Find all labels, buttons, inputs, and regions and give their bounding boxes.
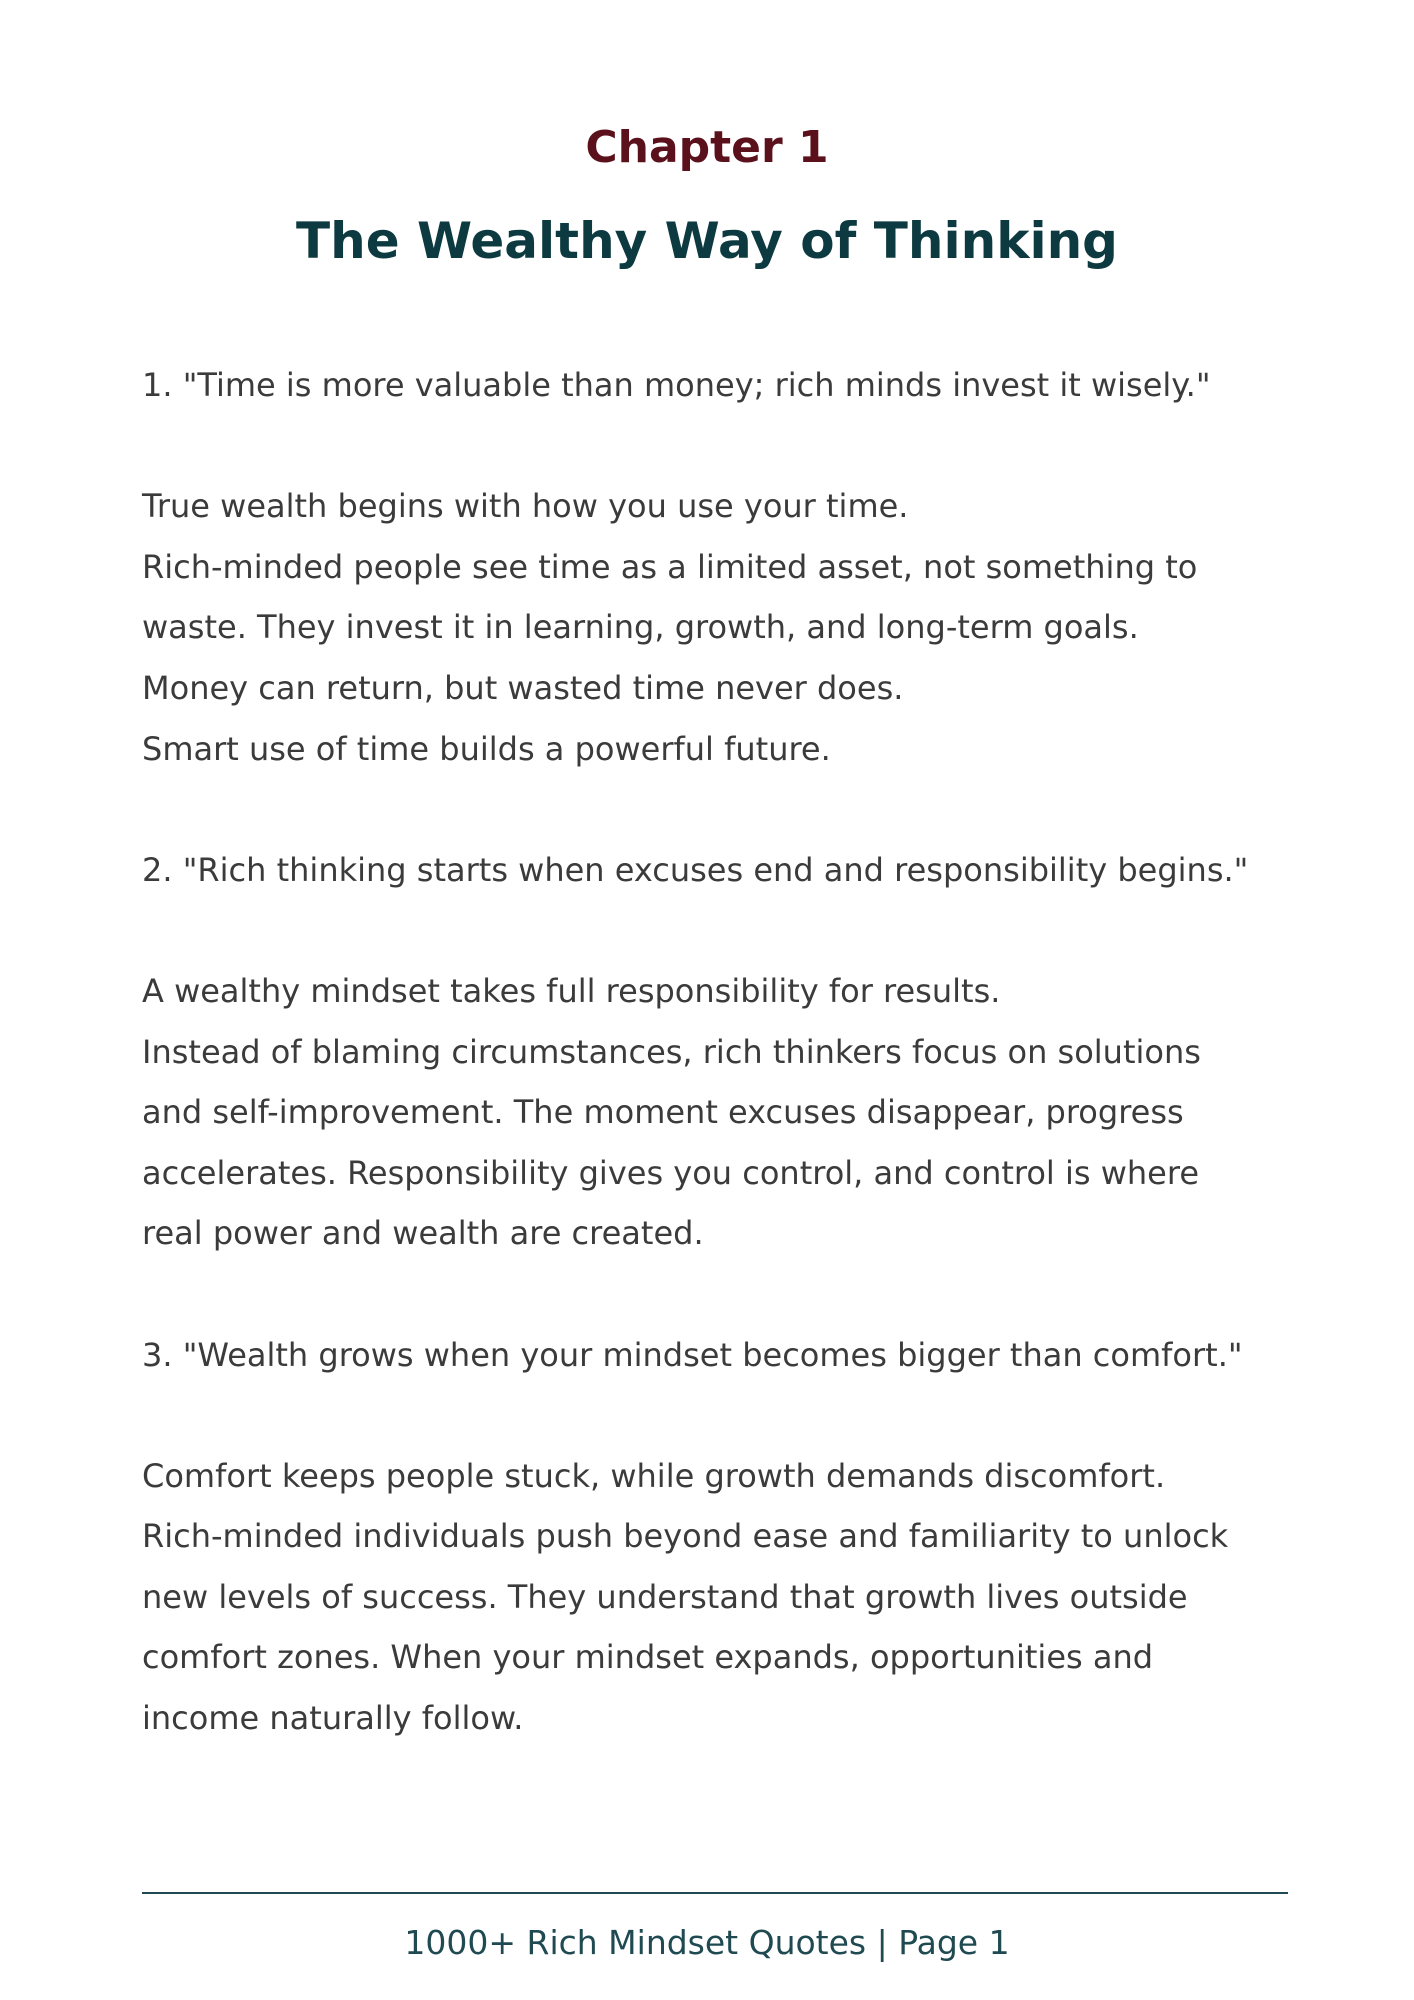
quote-heading: 3. "Wealth grows when your mindset becomes bigger than comfort." (142, 1335, 1243, 1374)
body-line: and self-improvement. The moment excuses disappear, progress (142, 1093, 1184, 1132)
body-line: accelerates. Responsibility gives you control, and control is where (142, 1153, 1199, 1192)
footer-divider (142, 1892, 1288, 1894)
body-line: real power and wealth are created. (142, 1214, 704, 1253)
quote-section (142, 840, 1292, 1264)
body-line: new levels of success. They understand that growth lives outside (142, 1577, 1188, 1616)
body-line: A wealthy mindset takes full responsibility for results. (142, 971, 1001, 1010)
body-line: income naturally follow. (142, 1699, 524, 1738)
body-line: Instead of blaming circumstances, rich thinkers focus on solutions (142, 1032, 1201, 1071)
body-line: comfort zones. When your mindset expands, opportunities and (142, 1638, 1154, 1677)
page-content (142, 355, 1292, 1749)
body-line: Comfort keeps people stuck, while growth demands discomfort. (142, 1456, 1166, 1495)
chapter-title: The Wealthy Way of Thinking (296, 212, 1118, 270)
body-line: waste. They invest it in learning, growth, and long-term goals. (142, 608, 1139, 647)
body-line: Rich-minded people see time as a limited asset, not something to (142, 547, 1198, 586)
chapter-label: Chapter 1 (585, 122, 829, 173)
quote-heading: 1. "Time is more valuable than money; rich minds invest it wisely." (142, 366, 1211, 404)
page-footer: 1000+ Rich Mindset Quotes | Page 1 (404, 1923, 1010, 1962)
body-line: Rich-minded individuals push beyond ease and familiarity to unlock (142, 1517, 1229, 1556)
body-line: Smart use of time builds a powerful future. (142, 729, 831, 768)
quote-heading: 2. "Rich thinking starts when excuses end and responsibility begins." (142, 850, 1249, 889)
quote-section (142, 1325, 1292, 1749)
quote-section (142, 355, 1292, 779)
body-line: True wealth begins with how you use your time. (142, 487, 909, 526)
body-line: Money can return, but wasted time never does. (142, 668, 904, 707)
